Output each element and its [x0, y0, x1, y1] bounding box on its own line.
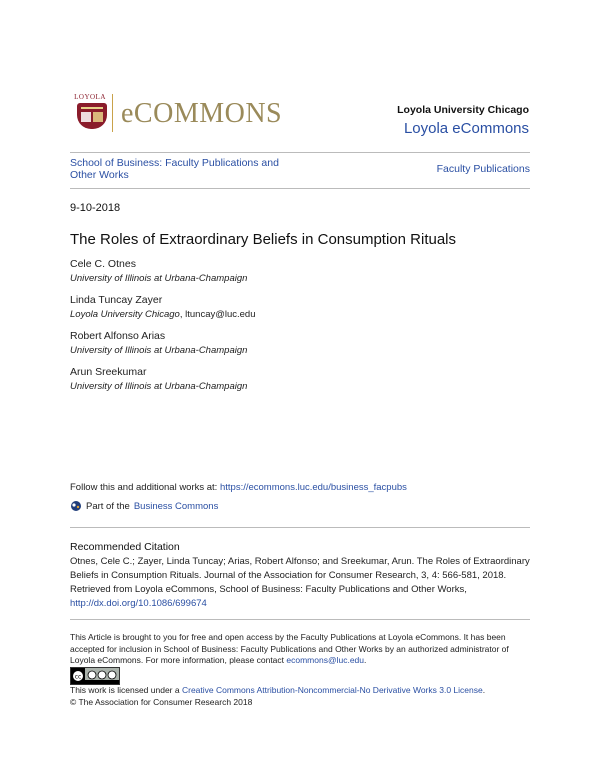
author-email: , ltuncay@luc.edu: [179, 309, 256, 320]
author-name: Cele C. Otnes: [70, 258, 136, 270]
collection-link[interactable]: School of Business: Faculty Publications and Other Works: [70, 157, 279, 181]
doi-link[interactable]: http://dx.doi.org/10.1086/699674: [70, 598, 207, 609]
creative-commons-badge[interactable]: [70, 667, 120, 685]
svg-text:cc: cc: [74, 673, 82, 681]
collection-url-link[interactable]: https://ecommons.luc.edu/business_facpubs: [219, 482, 407, 493]
category-link[interactable]: Faculty Publications: [436, 163, 530, 175]
network-icon: [70, 500, 82, 512]
ecommons-brand[interactable]: eCOMMONS: [121, 98, 283, 129]
follow-line: Follow this and additional works at: https://ecommons.luc.edu/business_facpubs: [70, 482, 407, 493]
logo-text: LOYOLA: [74, 93, 106, 101]
article-title: The Roles of Extraordinary Beliefs in Consumption Rituals: [70, 231, 457, 248]
author-affiliation: University of Illinois at Urbana-Champaign: [70, 345, 248, 356]
contact-email-link[interactable]: ecommons@luc.edu: [286, 655, 364, 665]
author-name: Robert Alfonso Arias: [70, 330, 166, 342]
license-link[interactable]: Creative Commons Attribution-Noncommercial-No Derivative Works 3.0 License: [181, 685, 483, 695]
access-statement: This Article is brought to you for free and open access by the Faculty Publications at Loyola eCommons. It has been accepted for inclusion in School of Business: Faculty Publications and Other Works by an authorized administrator of Loyola eCommons. For more information, please contact ecommons@luc.edu.: [70, 632, 509, 665]
business-commons-link[interactable]: Business Commons: [133, 500, 219, 512]
author-affiliation: University of Illinois at Urbana-Champaign: [70, 273, 248, 284]
university-name: Loyola University Chicago: [397, 104, 529, 116]
part-of-line: Part of the Business Commons: [70, 500, 218, 512]
author-name: Linda Tuncay Zayer: [70, 294, 163, 306]
divider: [70, 188, 530, 189]
author-affiliation: University of Illinois at Urbana-Champaign: [70, 381, 248, 392]
copyright-text: © The Association for Consumer Research 2018: [70, 696, 253, 707]
license-statement: This work is licensed under a Creative Commons Attribution-Noncommercial-No Derivative Works 3.0 License. © The Association for Consumer Research 2018: [70, 685, 540, 708]
divider: [70, 527, 530, 528]
shield-icon: [77, 103, 107, 129]
site-name-link[interactable]: Loyola eCommons: [403, 120, 529, 137]
divider: [70, 152, 530, 153]
author-name: Arun Sreekumar: [70, 366, 147, 378]
citation-heading: Recommended Citation: [70, 541, 180, 553]
divider: [70, 619, 530, 620]
publication-date: 9-10-2018: [70, 202, 121, 214]
author-affiliation: Loyola University Chicago, ltuncay@luc.edu: [70, 309, 256, 320]
header-divider: [112, 94, 113, 132]
citation-text: Otnes, Cele C.; Zayer, Linda Tuncay; Arias, Robert Alfonso; and Sreekumar, Arun. The Roles of Extraordinary Beliefs in Consumption Rituals. Journal of the Association for Consumer Research, 3, 4: 566-581, 2018. Retrieved from Loyola eCommons, School of Business: Faculty Publications and Other Works, http://dx.doi.org/10.1086/699674: [70, 556, 530, 609]
loyola-logo: [72, 93, 112, 133]
